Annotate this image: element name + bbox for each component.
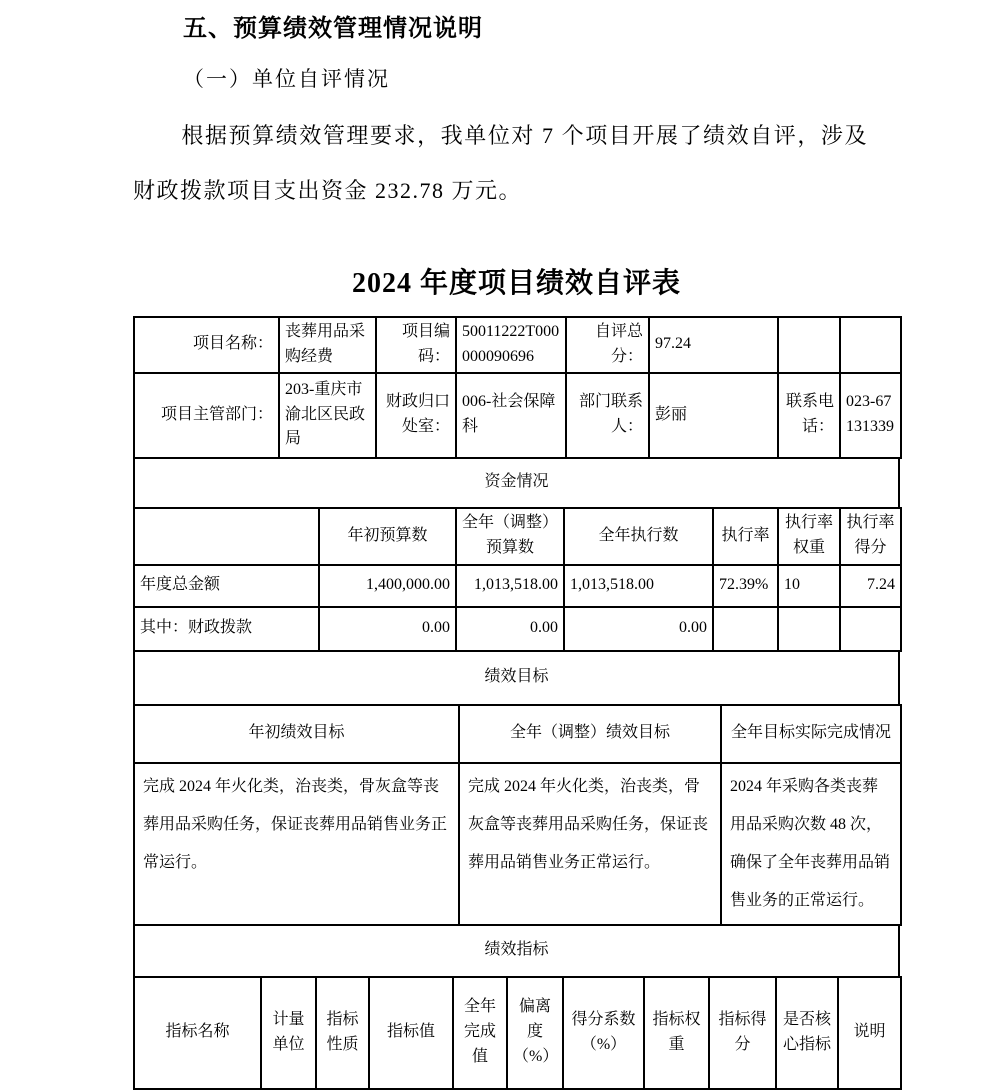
self-score-label: 自评总分： [566, 317, 649, 373]
target-initial-text: 完成 2024 年火化类，治丧类，骨灰盒等丧葬用品采购任务，保证丧葬用品销售业务正常运行。 [134, 763, 459, 925]
subsection-heading: （一）单位自评情况 [183, 67, 390, 91]
funding-header-rate-score: 执行率得分 [840, 508, 901, 565]
indicators-table [133, 976, 902, 1090]
funding-executed: 0.00 [564, 607, 713, 651]
indicator-header-deviation: 偏离度（%） [507, 977, 563, 1089]
funding-table [133, 507, 902, 652]
funding-executed: 1,013,518.00 [564, 565, 713, 607]
indicator-header-score: 指标得分 [709, 977, 776, 1089]
dept-value: 203-重庆市渝北区民政局 [279, 373, 376, 458]
project-code-value: 50011222T000000090696 [456, 317, 566, 373]
funding-header-rate-weight: 执行率权重 [778, 508, 840, 565]
table-row [134, 651, 899, 705]
indicator-header-score-coefficient: 得分系数（%） [563, 977, 644, 1089]
body-paragraph: 根据预算绩效管理要求，我单位对 7 个项目开展了绩效自评，涉及财政拨款项目支出资金 232.78 万元。 [133, 123, 868, 203]
table-header-row [134, 705, 901, 763]
empty-cell [778, 317, 840, 373]
funding-rate-score: 7.24 [840, 565, 901, 607]
targets-section-banner [133, 650, 900, 706]
indicator-header-core: 是否核心指标 [776, 977, 838, 1089]
indicators-section-title: 绩效指标 [134, 925, 899, 977]
table-row [134, 373, 901, 458]
table-row [134, 607, 901, 651]
dept-label: 项目主管部门： [134, 373, 279, 458]
target-header-adjusted: 全年（调整）绩效目标 [459, 705, 721, 763]
funding-section-title: 资金情况 [134, 458, 899, 508]
funding-header-blank [134, 508, 319, 565]
contact-value: 彭丽 [649, 373, 778, 458]
table-row [134, 317, 901, 373]
document-page [133, 12, 900, 1090]
funding-initial-budget: 0.00 [319, 607, 456, 651]
targets-table [133, 704, 902, 926]
phone-value: 023-67131339 [840, 373, 901, 458]
finance-office-value: 006-社会保障科 [456, 373, 566, 458]
table-row [134, 458, 899, 508]
funding-section-banner [133, 457, 900, 509]
indicator-header-note: 说明 [838, 977, 901, 1089]
targets-section-title: 绩效目标 [134, 651, 899, 705]
funding-header-initial-budget: 年初预算数 [319, 508, 456, 565]
phone-label: 联系电话： [778, 373, 840, 458]
table-header-row [134, 508, 901, 565]
funding-adjusted-budget: 0.00 [456, 607, 564, 651]
table-header-row [134, 977, 901, 1089]
funding-exec-rate: 72.39% [713, 565, 778, 607]
finance-office-label: 财政归口处室： [376, 373, 456, 458]
empty-cell [840, 317, 901, 373]
self-evaluation-table [133, 316, 900, 1090]
table-row [134, 925, 899, 977]
funding-header-exec-rate: 执行率 [713, 508, 778, 565]
funding-header-executed: 全年执行数 [564, 508, 713, 565]
empty-cell [713, 607, 778, 651]
funding-header-adjusted-budget: 全年（调整）预算数 [456, 508, 564, 565]
funding-initial-budget: 1,400,000.00 [319, 565, 456, 607]
project-info-table [133, 316, 902, 459]
indicator-header-name: 指标名称 [134, 977, 261, 1089]
project-name-label: 项目名称： [134, 317, 279, 373]
indicators-section-banner [133, 924, 900, 978]
table-row [134, 565, 901, 607]
section-heading: 五、预算绩效管理情况说明 [183, 15, 483, 42]
indicator-header-nature: 指标性质 [316, 977, 369, 1089]
funding-rate-weight: 10 [778, 565, 840, 607]
funding-adjusted-budget: 1,013,518.00 [456, 565, 564, 607]
self-score-value: 97.24 [649, 317, 778, 373]
contact-label: 部门联系人： [566, 373, 649, 458]
target-header-actual: 全年目标实际完成情况 [721, 705, 901, 763]
table-row [134, 763, 901, 925]
empty-cell [840, 607, 901, 651]
project-code-label: 项目编码： [376, 317, 456, 373]
indicator-header-unit: 计量单位 [261, 977, 316, 1089]
funding-row-label: 年度总金额 [134, 565, 319, 607]
target-actual-text: 2024 年采购各类丧葬用品采购次数 48 次，确保了全年丧葬用品销售业务的正常运行。 [721, 763, 901, 925]
target-adjusted-text: 完成 2024 年火化类，治丧类，骨灰盒等丧葬用品采购任务，保证丧葬用品销售业务正常运行。 [459, 763, 721, 925]
empty-cell [778, 607, 840, 651]
indicator-header-value: 指标值 [369, 977, 453, 1089]
table-title: 2024 年度项目绩效自评表 [351, 268, 681, 299]
project-name-value: 丧葬用品采购经费 [279, 317, 376, 373]
funding-row-label: 其中：财政拨款 [134, 607, 319, 651]
target-header-initial: 年初绩效目标 [134, 705, 459, 763]
indicator-header-weight: 指标权重 [644, 977, 709, 1089]
indicator-header-annual-completion: 全年完成值 [453, 977, 507, 1089]
